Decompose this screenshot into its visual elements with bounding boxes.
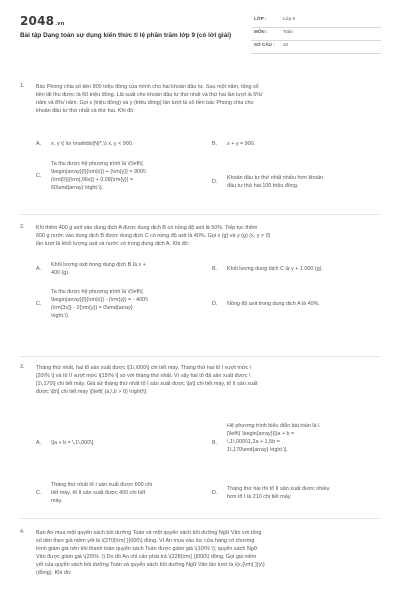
option-line: {\rm{0}}{\rm{,06x}} + 0,08{\rm{y}} = (51, 177, 134, 183)
question-line: Bác Phong chia số tiền 900 triệu đồng của mình cho hai khoản đầu tư. Sau một năm, tổng số (36, 84, 259, 90)
option-line: {\rm{3x}} - 2{\rm{y}} = 0\end{array} (51, 305, 133, 311)
question-line: (đồng). Khi đó: (36, 570, 72, 576)
question-number: 1. (20, 83, 25, 89)
option-line: \right.\). (51, 313, 70, 319)
option-line: \begin{array}{l}{\rm{x}} + {\rm{y}} = 900\\ (51, 169, 147, 175)
option-line: x + y = 900. (227, 141, 256, 147)
option-line: x, y \( \in \mathbb{N}*,\) x, y < 900. (51, 141, 134, 147)
option-line: máy. (51, 498, 63, 504)
option-line: Ta thu được hệ phương trình là \(\left\{ (51, 161, 143, 167)
question-line: [1\,170\] chi tiết máy. Giả sử tháng thứ nhất tổ I sản xuất được \[a\] chi tiết máy, tổ II sản xuất (36, 381, 258, 387)
question-number: 3. (20, 364, 25, 370)
logo-suffix: .vn (55, 21, 65, 27)
option-line: Khối lượng dung dịch C là y + 1 000 (g). (227, 266, 323, 272)
meta-panel (251, 15, 381, 54)
option-label: B. (212, 266, 218, 272)
question-line: được \[b\] chi tiết máy \[\left( {a,\,b > 0} \right)\] (36, 389, 147, 395)
option-line: Tháng thứ hai thì tổ II sản xuất được nhiều (227, 486, 330, 492)
option-label: B. (212, 141, 218, 147)
question-line: số tiền theo giá niêm yết là \(270{\rm{ }}000\) đồng. Vì An mua vào lúc cửa hàng có chương (36, 538, 255, 544)
option-line: Nồng độ axit trong dung dịch A là 40%. (227, 301, 320, 307)
question-line: yết của quyển sách bồi dưỡng Toán và quyển sách bồi dưỡng Ngữ Văn lần lượt là \(x,{\rm{ }}y\) (36, 562, 265, 568)
option-text (51, 439, 95, 447)
meta-key: MÔN : (254, 29, 268, 34)
option-label: D. (212, 490, 218, 496)
question-divider (20, 518, 380, 519)
logo-text: 2048 (20, 14, 55, 28)
option-line: Khối lượng axit trong dung dịch B là x + (51, 262, 146, 268)
option-text (227, 265, 323, 273)
option-label: A. (36, 440, 42, 446)
question-line: năm và 8%/ năm. Gọi x (triệu đồng) và y (triệu đồng) lần lượt là số tiền bác Phong chia cho (36, 100, 254, 106)
question-number: 2. (20, 224, 25, 230)
meta-row-class (251, 15, 381, 28)
question-line: Văn được giảm giá \(20\% .\) Do đó An chỉ cần phải trả \(228{\rm{ }}000\) đồng. Gọi giá niêm (36, 554, 257, 560)
option-label: A. (36, 141, 42, 147)
question-line: khoản đầu tư thứ nhất và thứ hai. Khi đó: (36, 108, 135, 114)
question-line: 600 g nước vào dung dịch B được dung dịch C có nồng độ axit là 40%. Gọi x (g) và y (g) (x, y > 0) (36, 233, 271, 239)
meta-key: LỚP : (254, 16, 267, 21)
option-text (227, 174, 323, 190)
option-label: D. (212, 179, 218, 185)
page-title: Bài tập Dạng toán sự dụng kiến thức tỉ lệ phần trăm lớp 9 (có lời giải) (20, 32, 232, 39)
option-line: 400 (g). (51, 270, 70, 276)
option-line: \,1\,000\\1,2a + 1,5b = (227, 439, 280, 445)
meta-row-count (251, 41, 381, 54)
option-line: tiết máy, tổ II sản xuất được 400 chi tiết (51, 490, 146, 496)
option-line: đầu tư thứ hai 100 triệu đồng. (227, 183, 299, 189)
option-label: B. (212, 440, 218, 446)
meta-value: 10 (283, 42, 289, 47)
option-text (227, 300, 320, 308)
option-line: Khoản đầu tư thứ nhất nhiều hơn khoản (227, 175, 324, 181)
option-line: Ta thu được hệ phương trình là \(\left\{ (51, 289, 143, 295)
option-text (51, 160, 146, 192)
option-label: C. (36, 173, 42, 179)
option-line: \begin{array}{l}{\rm{x}} - {\rm{y}} = - 400\\ (51, 297, 148, 303)
option-line: Hệ phương trình biểu diễn bài toán là \ (227, 423, 320, 429)
option-line: 60\end{array} \right.\). (51, 185, 104, 191)
question-line: Bạn An mua một quyển sách bồi dưỡng Toán và một quyển sách bồi dưỡng Ngữ Văn với tổng (36, 530, 262, 536)
meta-value: Lớp 9 (283, 16, 295, 21)
option-text (227, 485, 329, 501)
meta-value: Toán (283, 29, 293, 34)
question-text (36, 529, 380, 577)
question-divider (20, 214, 380, 215)
option-line: \[a + b = \,1\,000\]. (51, 440, 95, 446)
question-number: 4. (20, 529, 25, 535)
question-text (36, 224, 380, 248)
question-text (36, 83, 380, 115)
option-label: C. (36, 490, 42, 496)
question-text (36, 364, 380, 396)
question-line: tiền lãi thu được là 60 triệu đồng. Lãi suất cho khoản đầu tư thứ nhất và thứ hai lần lượt là 6%/ (36, 92, 263, 98)
option-text (51, 261, 146, 277)
meta-key: SỐ CÂU : (254, 42, 275, 47)
option-text (51, 140, 133, 148)
option-line: Tháng thứ nhất tổ I sản xuất được 600 chi (51, 482, 152, 488)
option-line: [\left\{ \begin{array}{l}a + b = (227, 431, 295, 437)
option-text (227, 422, 320, 454)
question-line: [20\% \] và tổ II vượt mức \[15\% \] so với tháng thứ nhất. Vì vậy hai tổ đã sản xuất được \ (36, 373, 251, 379)
option-text (51, 288, 148, 320)
option-text (227, 140, 255, 148)
question-line: Khi thêm 400 g axit vào dung dịch A được dung dịch B có nồng độ axit là 50%. Tiếp tục thêm (36, 225, 258, 231)
header (0, 0, 400, 58)
option-text (51, 481, 152, 505)
meta-row-subject (251, 28, 381, 41)
question-line: trình giảm giá nên khi thanh toán quyển sách Toán được giảm giá \(10\% \); quyển sách Ngữ (36, 546, 258, 552)
question-line: Tháng thứ nhất, hai tổ sản xuất được \[1\,\000\] chi tiết máy. Tháng thứ hai tổ I vượt mức \ (36, 365, 252, 371)
question-line: lần lượt là khối lượng axit và nước có trong dung dịch A. Khi đó: (36, 241, 190, 247)
option-label: D. (212, 301, 218, 307)
question-divider (20, 356, 380, 357)
option-line: 1\,170\end{array} \right.\]. (227, 447, 288, 453)
option-label: A. (36, 266, 42, 272)
option-label: C. (36, 301, 42, 307)
site-logo[interactable] (20, 14, 65, 28)
option-line: hơn tổ I là 210 chi tiết máy. (227, 494, 292, 500)
